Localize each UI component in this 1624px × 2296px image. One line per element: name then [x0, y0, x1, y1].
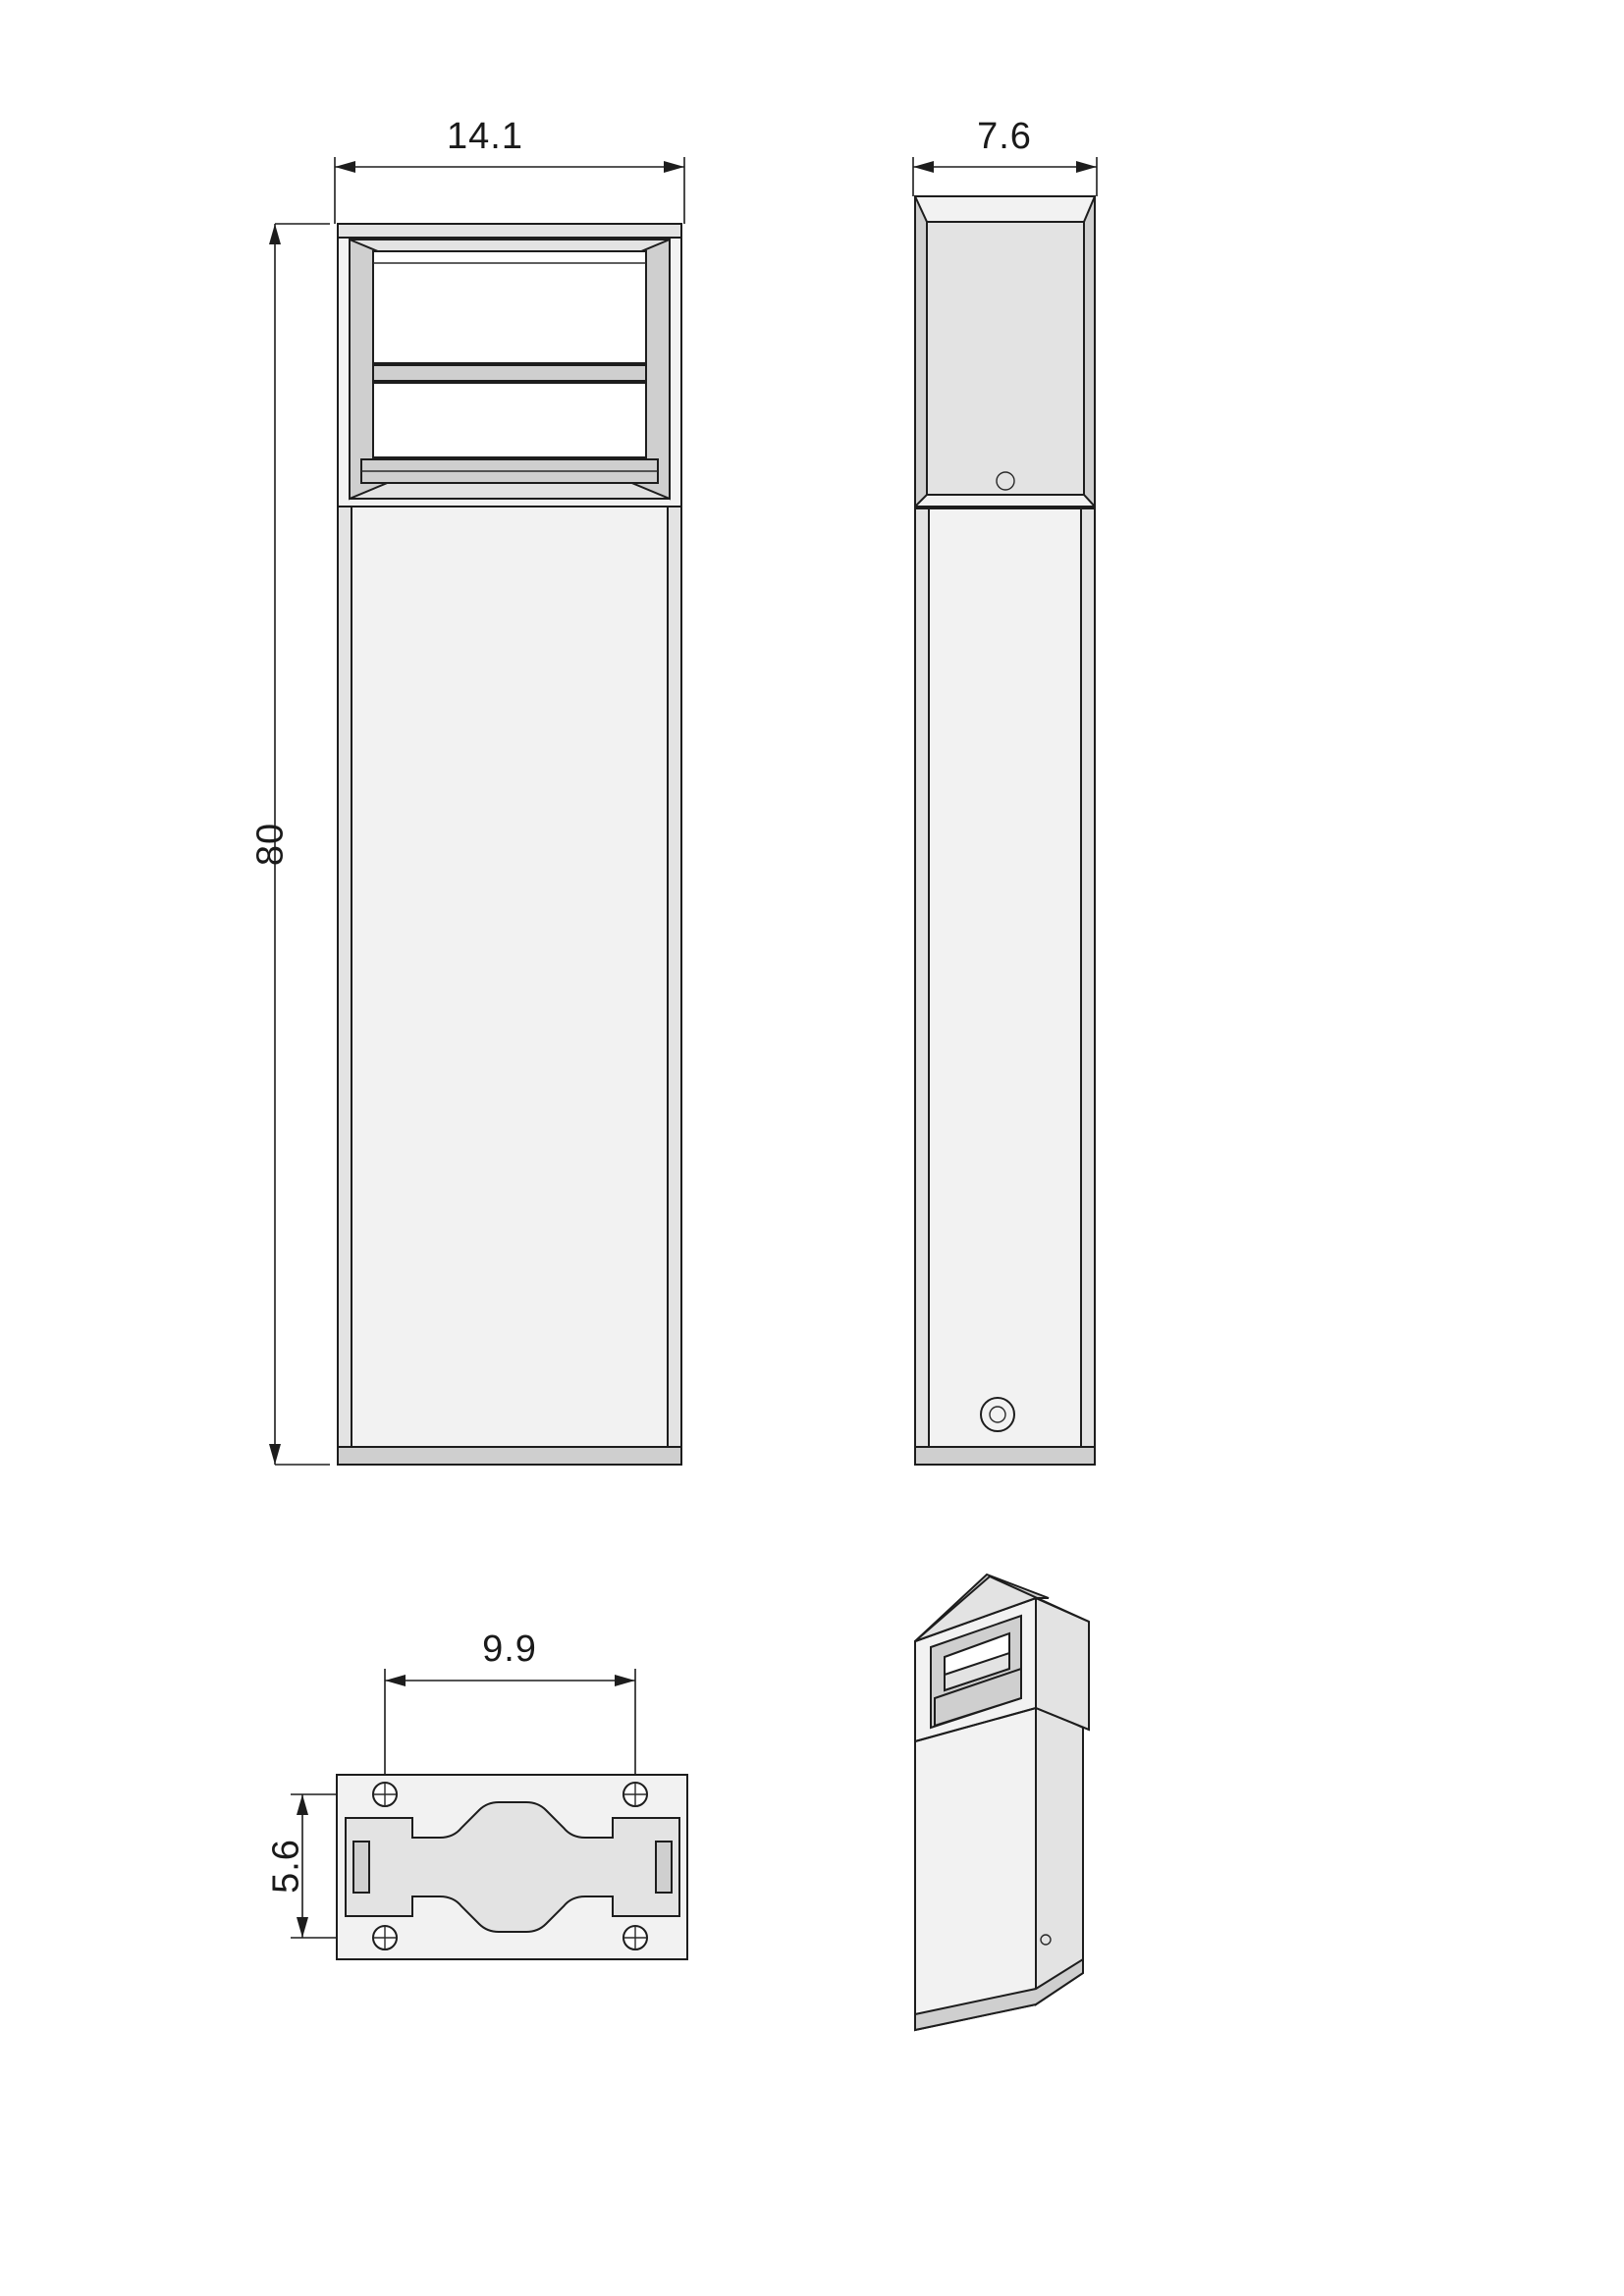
side-view-geometry	[913, 157, 1097, 1465]
dimension-side-width: 7.6	[977, 116, 1032, 157]
isometric-view-geometry	[915, 1575, 1089, 2030]
base-plate-geometry	[291, 1669, 687, 1959]
front-view-geometry	[269, 157, 684, 1465]
dimension-base-hole-spacing-vertical: 5.6	[265, 1839, 307, 1894]
dimension-front-width: 14.1	[447, 116, 523, 157]
dimension-total-height: 80	[249, 822, 292, 867]
dimension-base-hole-spacing-horizontal: 9.9	[482, 1629, 537, 1670]
